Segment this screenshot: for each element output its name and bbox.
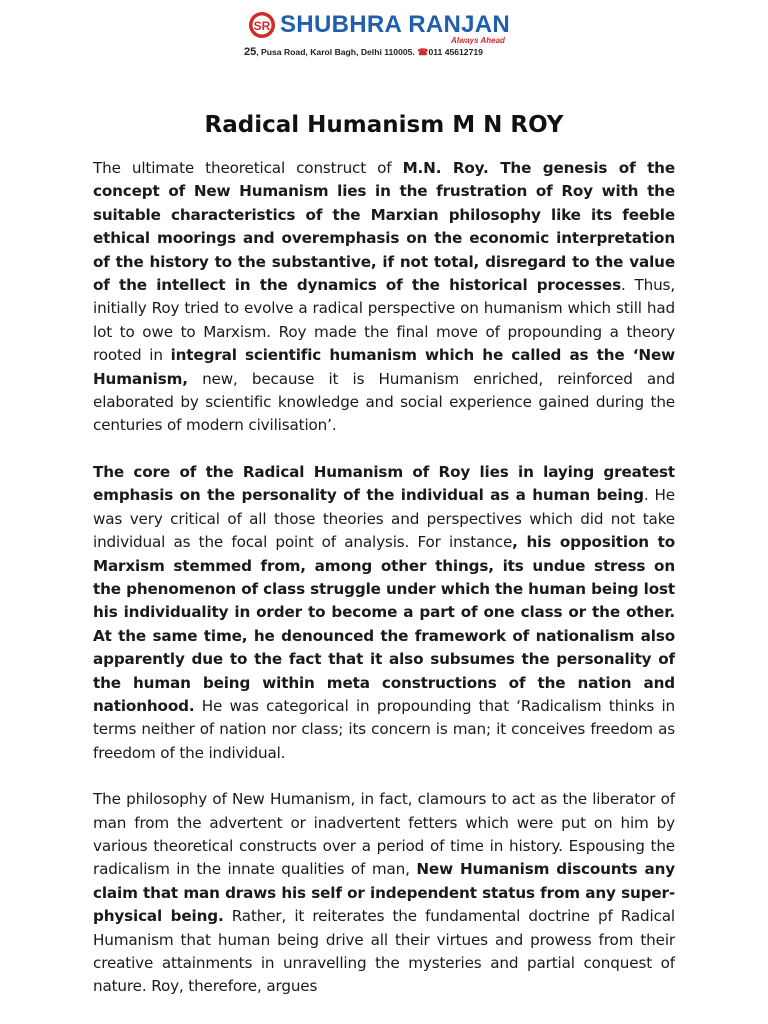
text-run: The ultimate theoretical construct of (93, 159, 403, 177)
document-title: Radical Humanism M N ROY (204, 112, 564, 138)
body-paragraph (93, 461, 675, 765)
svg-text:SR: SR (253, 19, 271, 33)
brand-tagline: Always Ahead (451, 36, 505, 45)
text-run: new, because it is Humanism enriched, reinforced and elaborated by scientific knowledge and social experience gained during the centuries of modern civilisation’. (93, 369, 675, 435)
text-run: . Thus, initially Roy tried to evolve a radical perspective on humanism which still had lot to owe to Marxism. Roy made the final move of propounding a theory rooted in (93, 276, 676, 365)
text-run: The philosophy of New Humanism, in fact, clamours to act as the liberator of man from the advertent or inadvertent fetters which were put on him by various theoretical constructs over a period of time in history. Espousing the radicalism in the innate qualities of man, (93, 790, 675, 879)
address-number: 25 (244, 46, 257, 58)
text-run: Rather, it reiterates the fundamental doctrine pf Radical Humanism that human being drive all their virtues and prowess from their creative attainments in unravelling the mysteries and partial conquest of nature. Roy, therefore, argues (93, 907, 675, 996)
text-run: He was categorical in propounding that ‘Radicalism thinks in terms neither of nation nor class; its concern is man; it conceives freedom as freedom of the individual. (93, 696, 675, 762)
letterhead (0, 0, 768, 70)
phone-number: 011 45612719 (428, 47, 483, 57)
bold-text-run: integral scientific humanism which he called as the ‘New Humanism, (93, 346, 675, 388)
bold-text-run: The core of the Radical Humanism of Roy lies in laying greatest emphasis on the personality of the individual as a human being (93, 462, 675, 505)
text-run: . He was very critical of all those theories and perspectives which did not take individual as the focal point of analysis. For instance (93, 486, 675, 552)
brand-name-part1: SHUBHRA (280, 11, 402, 38)
bold-text-run: M.N. Roy. The genesis of the concept of New Humanism lies in the frustration of Roy with the suitable characteristics of the Marxian philosophy like its feeble ethical moorings and overemphasis on the economic interpretation of the history to the substantive, if not total, disregard to the value of the intellect in the dynamics of the historical processes (93, 159, 675, 295)
sr-monogram-icon (248, 11, 276, 39)
address-line (244, 46, 483, 58)
document-body (93, 157, 675, 1022)
bold-text-run: New Humanism discounts any claim that man draws his self or independent status from any super-physical being. (93, 860, 675, 926)
brand-name (280, 11, 510, 39)
phone-icon: ☎ (417, 47, 429, 57)
body-paragraph (93, 788, 675, 999)
body-paragraph (93, 157, 675, 438)
brand-name-part2: RANJAN (408, 11, 510, 38)
address-text: , Pusa Road, Karol Bagh, Delhi 110005. (256, 47, 415, 57)
bold-text-run: , his opposition to Marxism stemmed from, among other things, its undue stress on the phenomenon of class struggle under which the human being lost his individuality in order to become a part of one class or the other. At the same time, he denounced the framework of nationalism also apparently due to the fact that it also subsumes the personality of the human being within meta constructions of the nation and nationhood. (93, 533, 676, 715)
